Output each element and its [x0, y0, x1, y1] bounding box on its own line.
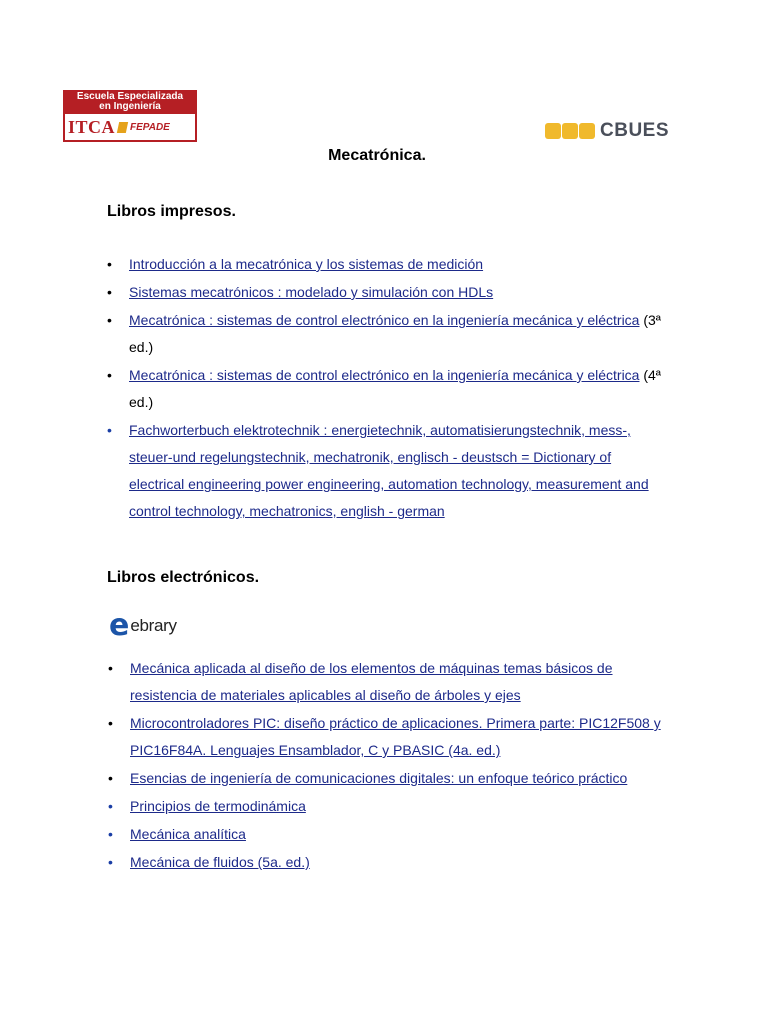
book-link[interactable]: Mecatrónica : sistemas de control electrónico en la ingeniería mecánica y eléctrica — [129, 367, 640, 383]
itca-logo-banner — [63, 90, 197, 114]
ebrary-e-icon: e — [109, 608, 130, 643]
ebook-link[interactable]: Principios de termodinámica — [130, 798, 306, 814]
book-link[interactable]: Fachworterbuch elektrotechnik : energietechnik, automatisierungstechnik, mess-, steuer-und regelungstechnik, mechatronik, englisch - deustsch = Dictionary of electrical engineering power engineering, automation technology, measurement and control technology, mechatronics, english - german — [129, 422, 649, 519]
list-item — [108, 765, 668, 792]
fepade-word: FEPADE — [130, 121, 170, 133]
ebook-link[interactable]: Mecánica aplicada al diseño de los elementos de máquinas temas básicos de resistencia de materiales aplicables al diseño de árboles y ejes — [130, 660, 613, 703]
book-link[interactable]: Introducción a la mecatrónica y los sistemas de medición — [129, 256, 484, 272]
itca-logo-line1: Escuela Especializada — [76, 91, 184, 102]
ebook-link[interactable]: Microcontroladores PIC: diseño práctico de aplicaciones. Primera parte: PIC12F508 y PIC16F84A. Lenguajes Ensamblador, C y PBASIC (4a. ed.) — [130, 715, 661, 758]
list-item — [108, 655, 668, 709]
itca-logo-line2: en Ingeniería — [99, 101, 161, 112]
fepade-icon — [117, 122, 128, 133]
list-item — [107, 417, 667, 525]
list-item — [107, 251, 667, 278]
list-item — [107, 279, 667, 306]
list-item — [108, 793, 668, 820]
list-item — [108, 821, 668, 848]
honeycomb-icon — [545, 123, 596, 139]
edition-note: (3ª ed.) — [129, 312, 661, 355]
itca-logo — [63, 90, 197, 142]
itca-logo-wordmark — [63, 114, 197, 142]
edition-note: (4ª ed.) — [129, 367, 661, 410]
printed-books-list — [107, 251, 667, 526]
electronic-books-heading: Libros electrónicos. — [107, 569, 260, 586]
cbues-word: CBUES — [600, 120, 670, 141]
ebrary-logo — [109, 608, 177, 643]
ebook-link[interactable]: Mecánica de fluidos (5a. ed.) — [130, 854, 310, 870]
cbues-logo — [545, 113, 679, 149]
book-link[interactable]: Sistemas mecatrónicos : modelado y simulación con HDLs — [129, 284, 494, 300]
printed-books-heading: Libros impresos. — [107, 203, 236, 220]
list-item — [108, 849, 668, 876]
itca-word: ITCA — [68, 116, 116, 137]
list-item — [108, 710, 668, 764]
ebook-link[interactable]: Mecánica analítica — [130, 826, 246, 842]
ebrary-word: ebrary — [130, 616, 177, 635]
book-link[interactable]: Mecatrónica : sistemas de control electrónico en la ingeniería mecánica y eléctrica — [129, 312, 640, 328]
list-item — [107, 307, 667, 361]
list-item — [107, 362, 667, 416]
electronic-books-list — [108, 655, 668, 877]
page-title: Mecatrónica. — [328, 147, 426, 164]
ebook-link[interactable]: Esencias de ingeniería de comunicaciones digitales: un enfoque teórico práctico — [130, 770, 628, 786]
